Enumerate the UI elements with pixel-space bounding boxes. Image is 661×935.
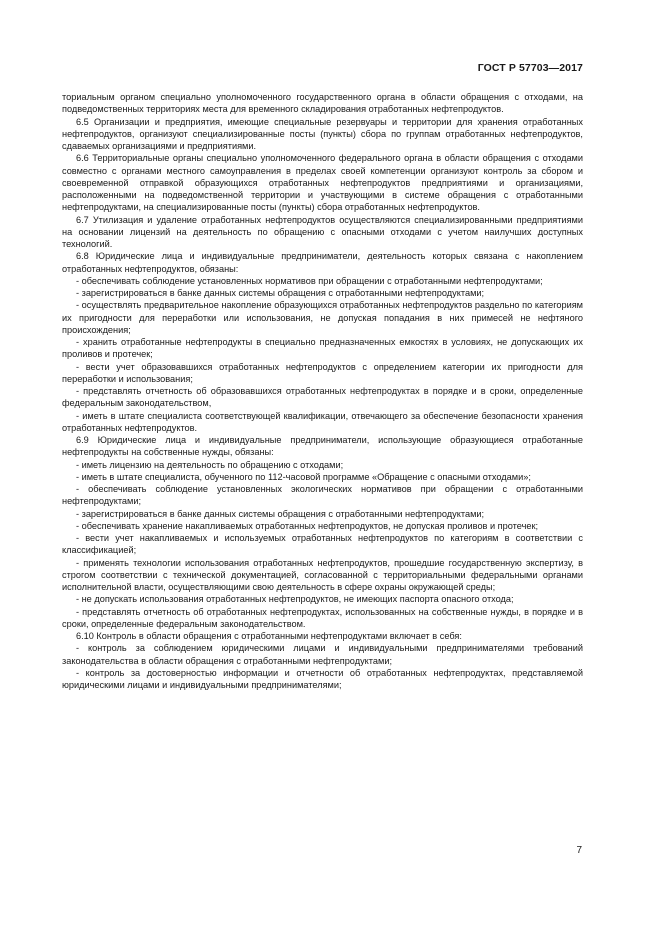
list-item: - не допускать использования отработанных нефтепродуктов, не имеющих паспорта опасного отхода; — [76, 594, 514, 605]
list-item: - обеспечивать соблюдение установленных экологических нормативов при обращении с отработанными нефтепродуктами; — [62, 484, 583, 507]
list-item: - применять технологии использования отработанных нефтепродуктов, прошедшие государственную экспертизу, в строгом соответствии с технической документацией, согласованной с территориальными федеральными органами исполнительной власти, осуществляющими свою деятельность в сфере охраны окружающей среды; — [62, 557, 583, 592]
list-item: - представлять отчетность об образовавшихся отработанных нефтепродуктах в порядке и в сроки, определенные федеральным законодательством, — [62, 386, 583, 409]
paragraph-6-7: 6.7 Утилизация и удаление отработанных нефтепродуктов осуществляются специализированными предприятиями на основании лицензий на деятельность по обращению с опасными отходами с учетом наилучших доступных технологий. — [62, 214, 583, 249]
paragraph-6-10: 6.10 Контроль в области обращения с отработанными нефтепродуктами включает в себя: — [76, 631, 462, 641]
list-item: - зарегистрироваться в банке данных системы обращения с отработанными нефтепродуктами; — [76, 508, 485, 519]
list-item: - зарегистрироваться в банке данных системы обращения с отработанными нефтепродуктами; — [76, 288, 485, 298]
list-item: - вести учет накапливаемых и используемых отработанных нефтепродуктов по категориям в соответствии с классификацией; — [62, 533, 583, 556]
paragraph-6-5: 6.5 Организации и предприятия, имеющие специальные резервуары и территории для хранения отработанных нефтепродуктов, организуют специализированные посты (пункты) сбора по группам отработанных нефтепродуктов, сдаваемых организациями и предприятиями. — [62, 116, 583, 151]
list-item: - обеспечивать соблюдение установленных нормативов при обращении с отработанными нефтепродуктами; — [76, 275, 543, 286]
paragraph-continuation: ториальным органом специально уполномоченного государственного органа в области обращения с отходами, на подведомственных территориях места для временного складирования отработанных нефтепродуктов. — [62, 92, 583, 115]
paragraph-6-9: 6.9 Юридические лица и индивидуальные предприниматели, использующие образующиеся отработанные нефтепродукты на собственные нужды, обязаны: — [62, 435, 583, 458]
document-body — [62, 91, 583, 691]
list-item: - контроль за достоверностью информации и отчетности об отработанных нефтепродуктах, представляемой юридическими лицами и индивидуальными предпринимателями; — [62, 667, 583, 690]
list-item: - представлять отчетность об отработанных нефтепродуктах, использованных на собственные нужды, в порядке и в сроки, определенные федеральным законодательством. — [62, 606, 583, 629]
list-item: - осуществлять предварительное накопление образующихся отработанных нефтепродуктов раздельно по категориям их пригодности для переработки или использования, не допуская попадания в них примесей не нефтяного происхождения; — [62, 300, 583, 335]
page-number: 7 — [576, 845, 582, 856]
list-item: - иметь в штате специалиста соответствующей квалификации, отвечающего за обеспечение безопасности хранения отработанных нефтепродуктов. — [62, 410, 583, 433]
list-item: - хранить отработанные нефтепродукты в специально предназначенных емкостях в условиях, не допускающих их проливов и протечек; — [62, 337, 583, 360]
list-item: - вести учет образовавшихся отработанных нефтепродуктов с определением категории их пригодности для переработки и использования; — [62, 361, 583, 384]
document-code: ГОСТ Р 57703—2017 — [477, 62, 583, 74]
paragraph-6-8: 6.8 Юридические лица и индивидуальные предприниматели, деятельность которых связана с накоплением отработанных нефтепродуктов, обязаны: — [62, 251, 583, 274]
list-item: - контроль за соблюдением юридическими лицами и индивидуальными предпринимателями требований законодательства в области обращения с отработанными нефтепродуктами; — [62, 643, 583, 666]
paragraph-6-6: 6.6 Территориальные органы специально уполномоченного федерального органа в области обращения с отходами совместно с органами местного самоуправления в пределах своей компетенции организуют контроль за сбором и своевременной отправкой образующихся отработанных нефтепродуктов предприятиями и организациями, расположенными на подведомственной территории и участвующими в системе обращения с отработанными нефтепродуктами, на специализированные посты (пункты) сбора отработанных нефтепродуктов. — [62, 153, 583, 213]
list-item: - иметь лицензию на деятельность по обращению с отходами; — [76, 459, 344, 470]
list-item: - иметь в штате специалиста, обученного по 112-часовой программе «Обращение с опасными отходами»; — [76, 471, 531, 482]
list-item: - обеспечивать хранение накапливаемых отработанных нефтепродуктов, не допуская проливов и протечек; — [76, 520, 539, 531]
